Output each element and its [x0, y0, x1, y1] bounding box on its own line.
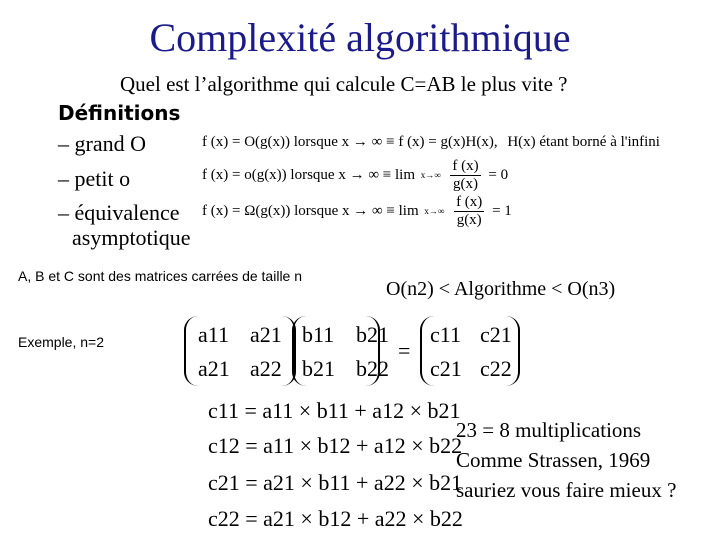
matrix-c-cell: c21 — [430, 356, 462, 381]
question-text — [120, 72, 567, 97]
matrix-b-cell: b21 — [356, 322, 389, 347]
fraction — [454, 194, 484, 229]
note-strassen: Comme Strassen, 1969 — [456, 448, 651, 472]
limit-subscript: x→∞ — [420, 170, 441, 180]
limit-mark — [421, 171, 441, 180]
fraction-numerator: f (x) — [456, 194, 483, 210]
note-question: sauriez vous faire mieux ? — [456, 478, 677, 502]
matrix-a-cell: a22 — [250, 356, 282, 381]
def-equivalence: – équivalence — [58, 200, 180, 225]
fraction-denominator: g(x) — [456, 212, 482, 228]
question-label: Quel est l’algorithme qui calcule C=AB le plus vite ? — [120, 72, 568, 96]
equation-c21: c21 = a21 × b11 + a22 × b21 — [208, 470, 463, 495]
definitions-heading: Définitions — [58, 101, 181, 125]
def-equivalence-2: asymptotique — [72, 225, 191, 250]
matrix-b-cell: b11 — [302, 322, 335, 347]
formula-grand-o — [202, 134, 660, 151]
matrix-a-cell: a21 — [198, 356, 230, 381]
formula-omega — [202, 194, 512, 229]
equation-c22: c22 = a21 × b12 + a22 × b22 — [208, 506, 463, 531]
matrix-b-cell: b21 — [302, 356, 335, 381]
matrix-c-cell: c22 — [480, 356, 512, 381]
matrix-a-cell: a11 — [198, 322, 229, 347]
matrix-c-cell: c11 — [430, 322, 461, 347]
def-grand-o: – grand O — [58, 131, 146, 156]
formula-omega-left: f (x) = Ω(g(x)) lorsque x → ∞ ≡ lim — [202, 202, 419, 219]
matrix-product — [184, 316, 519, 388]
equals-sign: = — [398, 338, 411, 363]
def-petit-o: – petit o — [58, 166, 131, 191]
formula-petit-o — [202, 158, 508, 193]
formula-grand-o-right: H(x) étant borné à l'infini — [507, 134, 660, 150]
matrix-c-cell: c21 — [480, 322, 512, 347]
fraction-numerator: f (x) — [452, 158, 479, 174]
matrix-a-cell: a21 — [250, 322, 282, 347]
equation-c12: c12 = a11 × b12 + a12 × b22 — [208, 433, 463, 458]
complexity-bound: O(n2) < Algorithme < O(n3) — [386, 278, 616, 300]
note-multiplications: 23 = 8 multiplications — [456, 418, 642, 442]
matrix-b-cell: b22 — [356, 356, 389, 381]
limit-subscript: x→∞ — [424, 206, 445, 216]
formula-petit-o-right: = 0 — [488, 166, 509, 183]
example-label: Exemple, n=2 — [18, 334, 104, 350]
formula-petit-o-left: f (x) = o(g(x)) lorsque x → ∞ ≡ lim — [202, 166, 415, 183]
fraction-denominator: g(x) — [453, 176, 479, 192]
slide-title: Complexité algorithmique — [149, 15, 571, 60]
fraction — [450, 158, 480, 193]
formula-grand-o-left: f (x) = O(g(x)) lorsque x → ∞ ≡ f (x) = g(x)H(x), — [202, 134, 498, 150]
limit-mark — [424, 207, 444, 216]
equation-c11: c11 = a11 × b11 + a12 × b21 — [208, 398, 461, 423]
matrices-note: A, B et C sont des matrices carrées de taille n — [18, 268, 303, 284]
formula-omega-right: = 1 — [492, 202, 512, 219]
